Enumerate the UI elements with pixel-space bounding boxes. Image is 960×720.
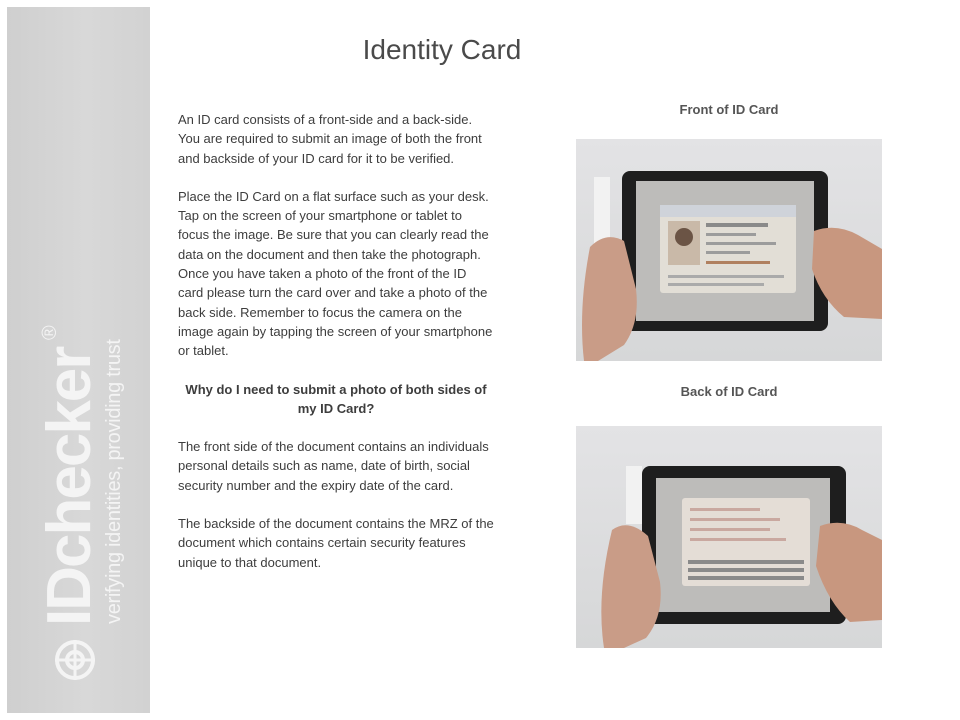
front-id-photo bbox=[576, 139, 882, 361]
back-photo-label: Back of ID Card bbox=[680, 384, 778, 399]
instructions-paragraph: Place the ID Card on a flat surface such as your desk. Tap on the screen of your smartphone or tablet to focus the image. Be sure that you can clearly read the data on the document and then take the photograph. Once you have taken a photo of the front of the ID card please turn the card over and take a photo of the back side. Remember to focus the camera on the image again by tapping the screen of your smartphone or tablet. bbox=[178, 188, 493, 359]
page-title: Identity Card bbox=[362, 34, 522, 65]
back-explanation: The backside of the document contains the MRZ of the document which contains certain security features unique to that document. bbox=[178, 516, 494, 570]
brand-tagline: verifying identities, providing trust bbox=[103, 339, 125, 624]
tablet-back-illustration bbox=[576, 426, 882, 648]
sidebar-branding bbox=[7, 7, 150, 713]
intro-paragraph: An ID card consists of a front-side and a back-side. You are required to submit an image of both the front and backside of your ID card for it to be verified. bbox=[178, 112, 482, 166]
registered-mark: ® bbox=[39, 325, 61, 340]
tablet-front-illustration bbox=[576, 139, 882, 361]
front-explanation: The front side of the document contains an individuals personal details such as name, date of birth, social security number and the expiry date of the card. bbox=[178, 439, 489, 493]
instructions-column bbox=[178, 110, 494, 591]
front-photo-label: Front of ID Card bbox=[679, 102, 779, 117]
brand-block bbox=[35, 322, 147, 682]
idchecker-logo-icon bbox=[53, 638, 97, 682]
back-id-photo bbox=[576, 426, 882, 648]
brand-name: IDchecker bbox=[35, 347, 104, 626]
question-heading: Why do I need to submit a photo of both sides of my ID Card? bbox=[185, 381, 487, 416]
